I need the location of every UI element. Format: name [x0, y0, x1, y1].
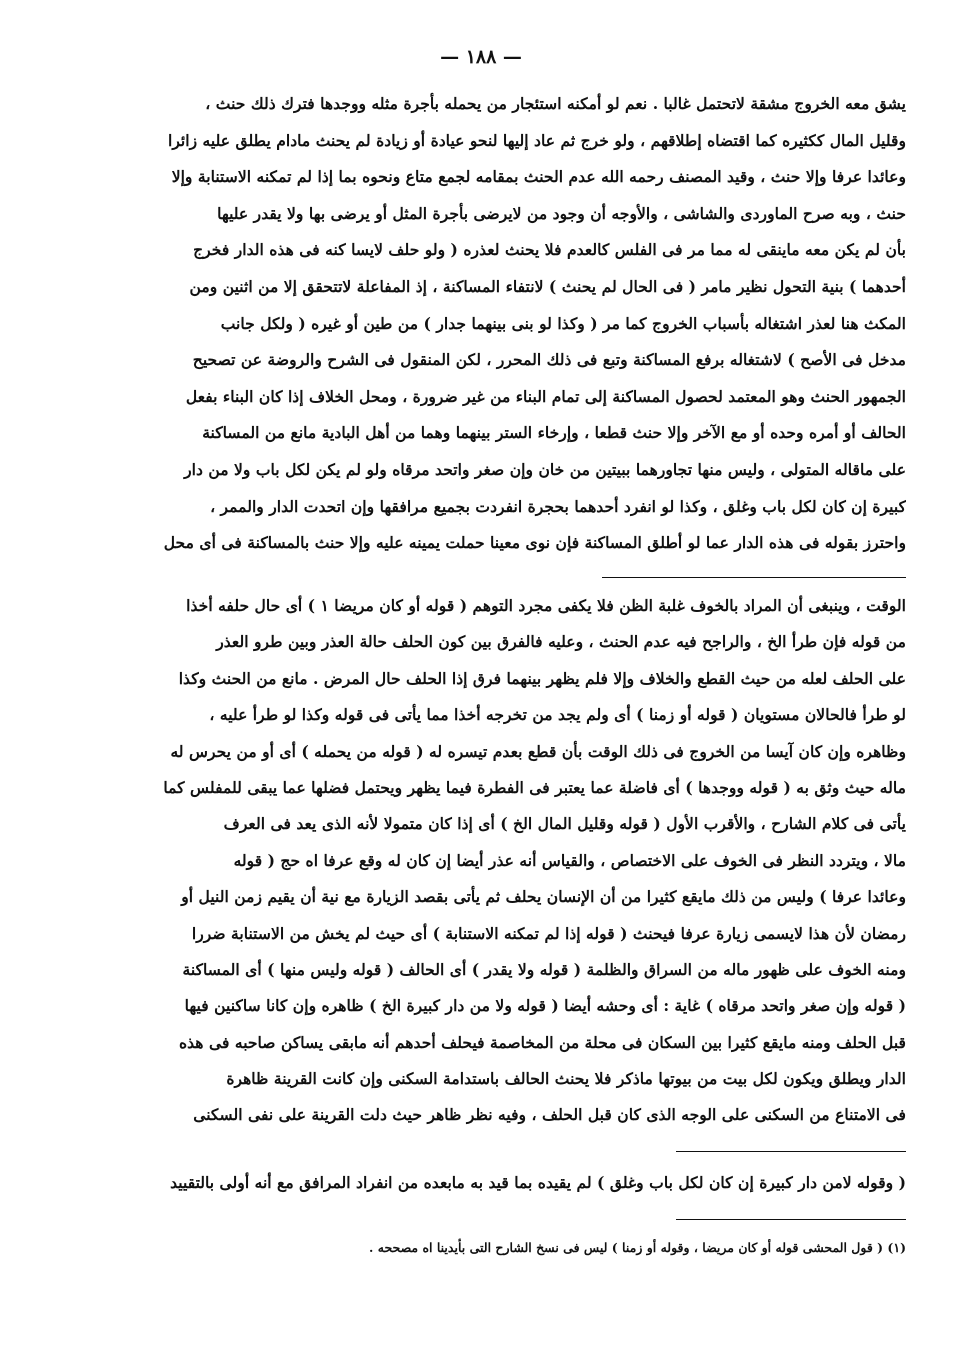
commentary-line: رمضان لأن هذا لايسمى زيارة عرفا فيحنث ( قوله إذا لم تمكنه الاستنابة ) أى حيث لم يخش من الاستنابة ضررا [191, 923, 906, 943]
main-text-line: واحترز بقوله فى هذه الدار عما لو أطلق المساكنة فإن نوى معينا حملت يمينه عليه وإلا حنث بالمساكنة فى أى محل [163, 533, 906, 553]
main-text-line: حنث ، وبه صرح الماوردى والشاشى ، والأوجه أن وجود من لايرضى بأجرة المثل أو يرضى بها ولا يقدر عليها [217, 203, 906, 223]
main-text-line: مدخل فى الأصح ) لاشتغاله برفع المساكنة وتبع فى ذلك المحرر ، لكن المنقول فى الشرح والروضة عن تصحيح [192, 350, 906, 370]
footnote [60, 1236, 906, 1260]
commentary-line: مالا ، ويتردد النظر فى الخوف على الاختصاص ، والقياس أنه عذر أيضا إن كان له وقع عرفا اه حج ( قوله [233, 850, 906, 870]
commentary-line: ( قوله وإن صغر واتحد مرقاه ) غاية : أى وحشه أيضا ( قوله ولا من دار كبيرة الخ ) ظاهره وإن كانا ساكنين فيها [184, 996, 906, 1016]
page-number: — ١٨٨ — [440, 46, 522, 68]
separator-line [676, 1151, 906, 1152]
main-text-line: وقليل المال ككثيره كما اقتضاه إطلاقهم ، ولو خرج ثم عاد إليها لنحو عيادة أو زيادة لم يحنث مادام يطلق عليه زائرا [167, 130, 906, 150]
commentary-line: ومنه الخوف على ظهور ماله من السراق والظلمة ( قوله ولا يقدر ) أى الحالف ( قوله وليس منها ) أى المساكنة [182, 959, 906, 979]
commentary-line: ماله حيث وثق به ( قوله ووجدها ) أى فاضلة عما يعتبر فى الفطرة فيما يظهر ويحتمل فضلها عما يبقى للمفلس كما [163, 777, 906, 797]
commentary-line: من قوله فإن طرأ الخ ، والراجح فيه عدم الحنث ، وعليه فالفرق بين كون الحلف حالة العذر وبين طرو العذر [216, 632, 906, 652]
main-text [60, 86, 906, 562]
footnote-line: (١) ( قول المحشى قوله أو كان مريضا ، وقوله أو زمنا ) ليس فى نسخ الشارح التى بأيدينا اه مصححه . [369, 1240, 906, 1255]
commentary-line: وظاهره وإن كان آيسا من الخروج فى ذلك الوقت بأن قطع بعدم تيسره له ( قوله من يحمله ) أى أو من يحرس له [170, 741, 906, 761]
commentary-line: يأتى فى كلام الشارح ، والأقرب الأول ( قوله وقليل المال الخ ) أى إذا كان متمولا لأنه الذى يعد فى العرف [223, 814, 906, 834]
main-text-line: أحدهما ) بنية التحول نظير مامر ( فى الحال لم يحنث ) لانتفاء المساكنة ، إذ المفاعلة لاتتحقق إلا من اثنين ومن [189, 276, 906, 296]
main-text-line: على ماقاله المتولى ، وليس منها تجاورهما ببيتين من خان وإن صغر واتحد مرقاه ولو لم يكن لكل باب ولا من دار [184, 459, 906, 479]
commentary-line: الوقت ، وينبغى أن المراد بالخوف غلبة الظن فلا يكفى مجرد التوهم ( قوله أو كان مريضا ١ ) أى حال حلفه أخذا [186, 596, 906, 615]
main-text-line: الحالف أو أمره وحده أو مع الآخر وإلا حنث قطعا ، وإرخاء الستر بينهما وهما من أهل البادية مانع من المساكنة [202, 423, 906, 443]
main-text-line: يشق معه الخروج مشقة لاتحتمل غالبا . نعم لو أمكنه استئجار من يحمله بأجرة مثله ووجدها فترك ذلك حنث ، [205, 94, 906, 113]
commentary-line: وعائدا عرفا ) وليس من ذلك مايقع كثيرا من أن الإنسان يحلف ثم يأتى بقصد الزيارة مع نية أن يقيم زمن النيل أو [181, 887, 906, 907]
separator-line [602, 577, 906, 578]
main-text-line: المكث هنا لعذر اشتغاله بأسباب الخروج كما مر ( وكذا لو بنى بينهما جدار ) من طين أو غيره ( ولكل جانب [220, 313, 906, 333]
main-text-line: كبيرة إن كان لكل باب وغلق ، وكذا لو انفرد أحدهما بحجرة انفردت بجميع مرافقها وإن اتحدت الدار والممر ، [210, 496, 906, 516]
main-text-line: الجمهور الحنث وهو المعتمد لحصول المساكنة إلى تمام البناء من غير ضرورة ، ومحل الخلاف إذا كان البناء بفعل [185, 386, 906, 406]
commentary-line: قبل الحلف ومنه مايقع كثيرا بين السكان فى محلة من المخاصمة فيحلف أحدهم أنه مابقى يساكن صاحبه فى هذه [178, 1032, 906, 1052]
commentary-line: الدار ويطلق ويكون لكل بيت من بيوتها ماذكر فلا يحنث الحالف باستدامة السكنى وإن كانت القرينة ظاهرة [226, 1069, 906, 1089]
extra-note-line: ( وقوله لامن دار كبيرة إن كان لكل باب وغلق ) لم يقيده بما قيد به مابعده من انفراد المرافق مع أنه أولى بالتقييد [170, 1173, 906, 1192]
commentary-line: فى الامتناع من السكنى على الوجه الذى كان قبل الحلف ، وفيه نظر ظاهر حيث دلت القرينة على نفى السكنى [193, 1105, 906, 1125]
extra-note [60, 1168, 906, 1198]
main-text-line: بأن لم يكن معه ماينقى له مما مر فى الفلس كالعدم فلا يحنث لعذره ( ولو حلف لايسا كنه فى هذه الدار فخرج [193, 240, 906, 260]
footnote-separator [676, 1219, 906, 1220]
commentary-line: لو طرأ فالحالان مستويان ( قوله أو زمنا ) أى ولم يجد من تخرجه أخذا مما يأتى فى قوله وكذا لو طرأ عليه ، [209, 705, 906, 725]
main-text-line: وعائدا عرفا وإلا حنث ، وقيد المصنف رحمه الله عدم الحنث بمقامه لجمع متاع ونحوه بما إذا لم تمكنه الاستنابة وإلا [171, 167, 906, 187]
commentary-line: على الحلف لعله من حيث القطع والخلاف وإلا فلم يظهر بينهما فرق إذا الحلف حال المرض . مانع من الحنث وكذا [178, 668, 906, 688]
commentary-text [60, 588, 906, 1134]
